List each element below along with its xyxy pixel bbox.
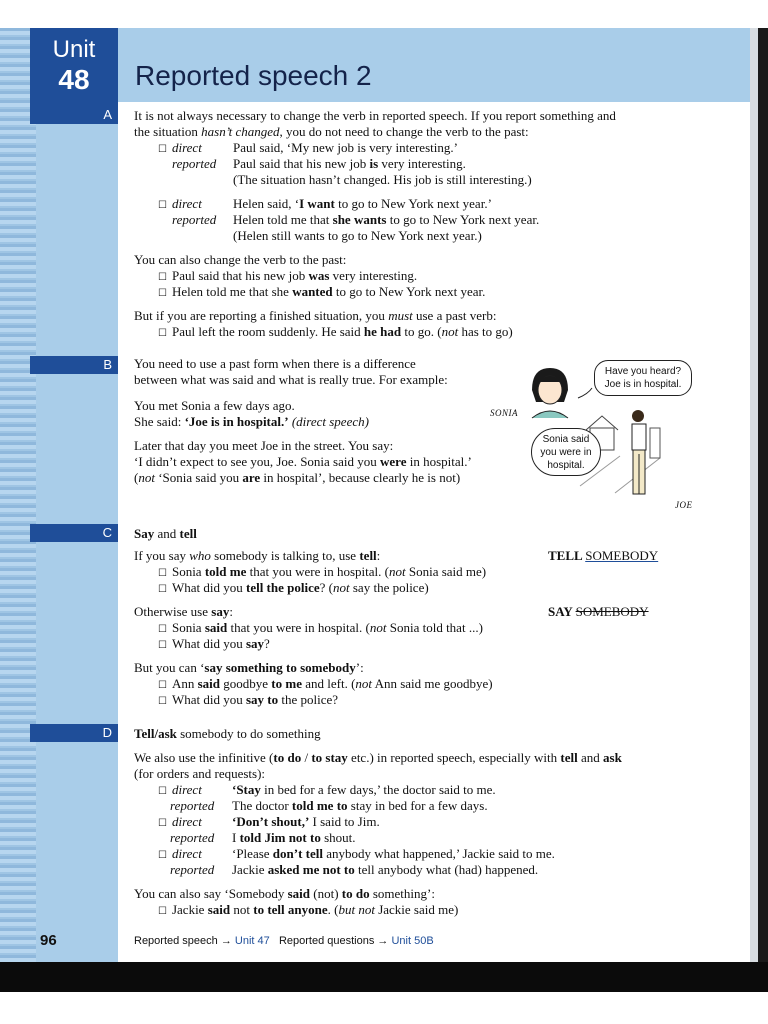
bullet-icon: ☐ bbox=[158, 818, 167, 829]
d-reported-3: reported bbox=[170, 862, 215, 877]
bullet-icon: ☐ bbox=[158, 906, 167, 917]
tell-somebody-label: TELL SOMEBODY bbox=[548, 548, 659, 563]
section-tab-a: A bbox=[30, 106, 118, 124]
a-ex1-direct-text: Paul said, ‘My new job is very interesting.’ bbox=[233, 140, 458, 155]
a-ex1-reported-text: Paul said that his new job is very interesting. bbox=[233, 156, 466, 171]
top-margin bbox=[0, 0, 768, 28]
a-intro-1: It is not always necessary to change the verb in reported speech. If you report something and bbox=[134, 108, 616, 123]
bullet-icon: ☐ bbox=[158, 850, 167, 861]
caption-sonia: SONIA bbox=[490, 408, 518, 418]
b-line-4: She said: ‘Joe is in hospital.’ (direct speech) bbox=[134, 414, 369, 429]
d-example: ☐ Jackie said not to tell anyone. (but not Jackie said me) bbox=[158, 902, 459, 917]
bullet-icon: ☐ bbox=[158, 328, 167, 339]
a-ex1-reported: reported bbox=[172, 156, 217, 171]
bullet-icon: ☐ bbox=[158, 680, 167, 691]
page-number: 96 bbox=[40, 932, 57, 949]
unit-label: Unit bbox=[52, 36, 96, 63]
footer-link-unit-50b[interactable]: Unit 50B bbox=[391, 935, 434, 947]
a-ex2-direct: ☐ direct bbox=[158, 196, 202, 211]
footer-link-unit-47[interactable]: Unit 47 bbox=[234, 935, 270, 947]
d-also: You can also say ‘Somebody said (not) to do something’: bbox=[134, 886, 435, 901]
b-line-1: You need to use a past form when there is a difference bbox=[134, 356, 416, 371]
d-reported-2: reported bbox=[170, 830, 215, 845]
c-ex-1: ☐ Sonia told me that you were in hospital. (not Sonia said me) bbox=[158, 564, 487, 579]
a-ex1-note: (The situation hasn’t changed. His job is still interesting.) bbox=[233, 172, 532, 187]
speech-bubble-sonia: Have you heard? Joe is in hospital. bbox=[594, 360, 692, 396]
a-finished-example: ☐ Paul left the room suddenly. He said he had to go. (not has to go) bbox=[158, 324, 513, 339]
unit-badge bbox=[30, 28, 118, 106]
right-shadow bbox=[758, 28, 768, 962]
arrow-icon: → bbox=[220, 935, 232, 947]
d-reported-3-text: Jackie asked me not to tell anybody what (had) happened. bbox=[232, 862, 539, 877]
c-ex-5: ☐ Ann said goodbye to me and left. (not Ann said me goodbye) bbox=[158, 676, 493, 691]
d-reported-1: reported bbox=[170, 798, 215, 813]
c-heading: Say and tell bbox=[134, 526, 197, 541]
d-direct-2-text: ‘Don’t shout,’ I said to Jim. bbox=[232, 814, 380, 829]
caption-joe: JOE bbox=[675, 500, 693, 510]
b-line-7: (not ‘Sonia said you are in hospital’, because clearly he is not) bbox=[134, 470, 461, 485]
section-tab-b: B bbox=[30, 356, 118, 374]
joe-figure bbox=[632, 410, 660, 494]
d-heading: Tell/ask somebody to do something bbox=[134, 726, 321, 741]
a-intro-2: the situation hasn’t changed, you do not need to change the verb to the past: bbox=[134, 124, 529, 139]
speech-bubble-you: Sonia said you were in hospital. bbox=[531, 428, 601, 476]
a-also-change: You can also change the verb to the past: bbox=[134, 252, 347, 267]
c-but: But you can ‘say something to somebody’: bbox=[134, 660, 364, 675]
bullet-icon: ☐ bbox=[158, 624, 167, 635]
a-ex2-reported-text: Helen told me that she wants to go to New York next year. bbox=[233, 212, 540, 227]
bullet-icon: ☐ bbox=[158, 584, 167, 595]
say-somebody-label: SAY SOMEBODY bbox=[548, 604, 649, 619]
page-title: Reported speech 2 bbox=[135, 60, 372, 91]
unit-number: 48 bbox=[58, 64, 90, 95]
c-otherwise: Otherwise use say: bbox=[134, 604, 233, 619]
footer-links bbox=[134, 935, 434, 947]
a-ex2-reported: reported bbox=[172, 212, 217, 227]
arrow-icon: → bbox=[377, 935, 389, 947]
a-past-2: ☐ Helen told me that she wanted to go to New York next year. bbox=[158, 284, 486, 299]
bullet-icon: ☐ bbox=[158, 696, 167, 707]
d-direct-2: ☐ direct bbox=[158, 814, 202, 829]
footer-item-1: Reported speech bbox=[134, 935, 218, 947]
a-ex2-note: (Helen still wants to go to New York next year.) bbox=[233, 228, 482, 243]
a-past-1: ☐ Paul said that his new job was very interesting. bbox=[158, 268, 418, 283]
footer-item-2: Reported questions bbox=[278, 935, 375, 947]
bullet-icon: ☐ bbox=[158, 144, 167, 155]
b-line-6: ‘I didn’t expect to see you, Joe. Sonia said you were in hospital.’ bbox=[134, 454, 472, 469]
a-finished: But if you are reporting a finished situation, you must use a past verb: bbox=[134, 308, 497, 323]
d-direct-1: ☐ direct bbox=[158, 782, 202, 797]
d-reported-2-text: I told Jim not to shout. bbox=[232, 830, 356, 845]
b-line-3: You met Sonia a few days ago. bbox=[134, 398, 295, 413]
page-edges bbox=[0, 28, 36, 962]
c-who: If you say who somebody is talking to, use tell: bbox=[134, 548, 381, 563]
c-ex-4: ☐ What did you say? bbox=[158, 636, 270, 651]
bullet-icon: ☐ bbox=[158, 272, 167, 283]
bottom-margin bbox=[0, 992, 768, 1024]
d-line-1: We also use the infinitive (to do / to stay etc.) in reported speech, especially with tell and ask bbox=[134, 750, 622, 765]
bullet-icon: ☐ bbox=[158, 288, 167, 299]
d-direct-3: ☐ direct bbox=[158, 846, 202, 861]
c-ex-3: ☐ Sonia said that you were in hospital. (not Sonia told that ...) bbox=[158, 620, 483, 635]
c-ex-6: ☐ What did you say to the police? bbox=[158, 692, 339, 707]
d-line-2: (for orders and requests): bbox=[134, 766, 266, 781]
b-line-5: Later that day you meet Joe in the street. You say: bbox=[134, 438, 394, 453]
bullet-icon: ☐ bbox=[158, 568, 167, 579]
bullet-icon: ☐ bbox=[158, 200, 167, 211]
c-ex-2: ☐ What did you tell the police? (not say the police) bbox=[158, 580, 429, 595]
bullet-icon: ☐ bbox=[158, 640, 167, 651]
d-direct-1-text: ‘Stay in bed for a few days,’ the doctor said to me. bbox=[232, 782, 496, 797]
a-ex1-direct: ☐ direct bbox=[158, 140, 202, 155]
a-ex2-direct-text: Helen said, ‘I want to go to New York next year.’ bbox=[233, 196, 492, 211]
bottom-shadow bbox=[0, 962, 768, 992]
b-line-2: between what was said and what is really true. For example: bbox=[134, 372, 448, 387]
d-direct-3-text: ‘Please don’t tell anybody what happened,’ Jackie said to me. bbox=[232, 846, 555, 861]
section-tab-c: C bbox=[30, 524, 118, 542]
sonia-figure bbox=[532, 368, 568, 418]
section-tab-d: D bbox=[30, 724, 118, 742]
d-reported-1-text: The doctor told me to stay in bed for a few days. bbox=[232, 798, 488, 813]
bullet-icon: ☐ bbox=[158, 786, 167, 797]
